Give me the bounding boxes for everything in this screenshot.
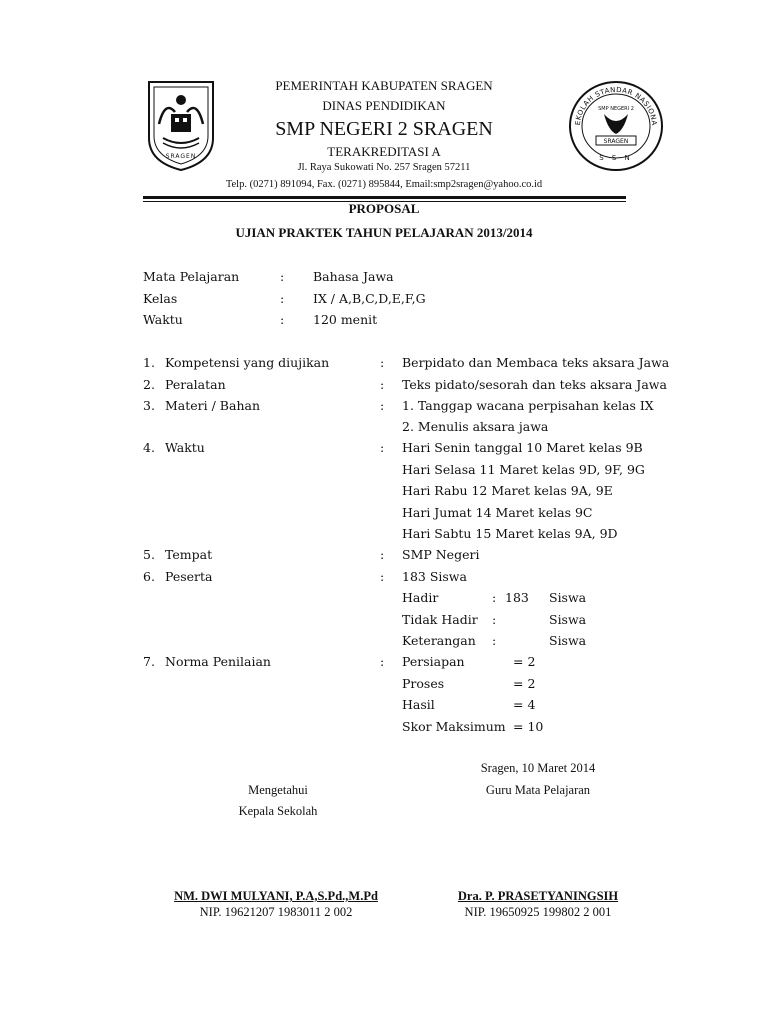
attendance-label: Keterangan xyxy=(402,633,476,648)
item-number: 5. xyxy=(143,547,155,562)
scoring-value: = 4 xyxy=(513,697,536,712)
right-signer-nip: NIP. 19650925 199802 2 001 xyxy=(464,905,612,919)
letterhead-school-name: SMP NEGERI 2 SRAGEN xyxy=(275,118,493,140)
item-value-competency: Berpidato dan Membaca teks aksara Jawa xyxy=(402,355,670,370)
letterhead-address: Jl. Raya Sukowati No. 257 Sragen 57211 xyxy=(297,162,471,173)
item-label-scoring: Norma Penilaian xyxy=(165,654,271,669)
svg-text:S S N: S S N xyxy=(599,154,633,162)
svg-text:SRAGEN: SRAGEN xyxy=(603,138,629,145)
attendance-colon: : xyxy=(492,590,497,605)
info-colon: : xyxy=(280,312,285,327)
item-number: 3. xyxy=(143,398,155,413)
info-value-duration: 120 menit xyxy=(313,312,378,327)
schedule-line: Hari Senin tanggal 10 Maret kelas 9B xyxy=(402,440,643,455)
right-signer-role: Guru Mata Pelajaran xyxy=(485,783,591,797)
item-colon: : xyxy=(380,569,385,584)
scoring-value: = 2 xyxy=(513,676,536,691)
letterhead-accreditation: TERAKREDITASI A xyxy=(327,144,441,159)
scoring-label: Skor Maksimum xyxy=(402,719,506,734)
item-value-material-2: 2. Menulis aksara jawa xyxy=(402,419,549,434)
schedule-line: Hari Jumat 14 Maret kelas 9C xyxy=(402,505,593,520)
item-number: 6. xyxy=(143,569,155,584)
attendance-unit: Siswa xyxy=(549,633,587,648)
item-colon: : xyxy=(380,398,385,413)
info-value-subject: Bahasa Jawa xyxy=(313,269,394,284)
letterhead-government: PEMERINTAH KABUPATEN SRAGEN xyxy=(275,78,493,93)
item-number: 1. xyxy=(143,355,155,370)
attendance-count: 183 xyxy=(505,590,529,605)
svg-text:SRAGEN: SRAGEN xyxy=(165,153,197,160)
item-value-place: SMP Negeri xyxy=(402,547,480,562)
item-colon: : xyxy=(380,377,385,392)
schedule-line: Hari Sabtu 15 Maret kelas 9A, 9D xyxy=(402,526,618,541)
info-colon: : xyxy=(280,291,285,306)
right-signer-name: Dra. P. PRASETYANINGSIH xyxy=(457,889,619,903)
svg-text:SEKOLAH STANDAR NASIONAL: EKOLAH STANDAR NASIONA xyxy=(573,85,659,127)
info-label-subject: Mata Pelajaran xyxy=(143,269,240,284)
attendance-unit: Siswa xyxy=(549,612,587,627)
item-colon: : xyxy=(380,547,385,562)
attendance-colon: : xyxy=(492,633,497,648)
schedule-line: Hari Rabu 12 Maret kelas 9A, 9E xyxy=(402,483,613,498)
item-label-competency: Kompetensi yang diujikan xyxy=(165,355,330,370)
left-signer-nip: NIP. 19621207 1983011 2 002 xyxy=(199,905,353,919)
item-label-participants: Peserta xyxy=(165,569,213,584)
scoring-value: = 10 xyxy=(513,719,544,734)
letterhead-thick-rule xyxy=(143,196,626,199)
item-number: 2. xyxy=(143,377,155,392)
scoring-label: Proses xyxy=(402,676,445,691)
left-signer-name: NM. DWI MULYANI, P.A,S.Pd.,M.Pd xyxy=(174,889,378,903)
item-colon: : xyxy=(380,355,385,370)
attendance-unit: Siswa xyxy=(549,590,587,605)
item-number: 4. xyxy=(143,440,155,455)
item-value-participants: 183 Siswa xyxy=(402,569,467,584)
attendance-colon: : xyxy=(492,612,497,627)
svg-text:SMP NEGERI 2: SMP NEGERI 2 xyxy=(598,106,634,112)
item-colon: : xyxy=(380,440,385,455)
item-label-schedule: Waktu xyxy=(165,440,205,455)
letterhead-department: DINAS PENDIDIKAN xyxy=(322,98,446,113)
info-label-duration: Waktu xyxy=(143,312,183,327)
scoring-value: = 2 xyxy=(513,654,536,669)
item-value-equipment: Teks pidato/sesorah dan teks aksara Jawa xyxy=(402,377,667,392)
item-colon: : xyxy=(380,654,385,669)
left-signer-role-1: Mengetahui xyxy=(248,783,308,797)
item-label-equipment: Peralatan xyxy=(165,377,226,392)
scoring-label: Hasil xyxy=(402,697,435,712)
letterhead-contact: Telp. (0271) 891094, Fax. (0271) 895844, Email:smp2sragen@yahoo.co.id xyxy=(225,179,543,190)
item-number: 7. xyxy=(143,654,155,669)
document-title: PROPOSAL xyxy=(348,201,420,216)
attendance-label: Hadir xyxy=(402,590,439,605)
item-label-material: Materi / Bahan xyxy=(165,398,260,413)
left-signer-role-2: Kepala Sekolah xyxy=(238,804,318,818)
info-value-class: IX / A,B,C,D,E,F,G xyxy=(313,291,426,306)
info-colon: : xyxy=(280,269,285,284)
schedule-line: Hari Selasa 11 Maret kelas 9D, 9F, 9G xyxy=(402,462,645,477)
info-label-class: Kelas xyxy=(143,291,178,306)
document-subtitle: UJIAN PRAKTEK TAHUN PELAJARAN 2013/2014 xyxy=(235,225,533,240)
item-label-place: Tempat xyxy=(165,547,213,562)
place-date: Sragen, 10 Maret 2014 xyxy=(480,761,596,775)
scoring-label: Persiapan xyxy=(402,654,465,669)
item-value-material-1: 1. Tanggap wacana perpisahan kelas IX xyxy=(402,398,654,413)
attendance-label: Tidak Hadir xyxy=(402,612,478,627)
